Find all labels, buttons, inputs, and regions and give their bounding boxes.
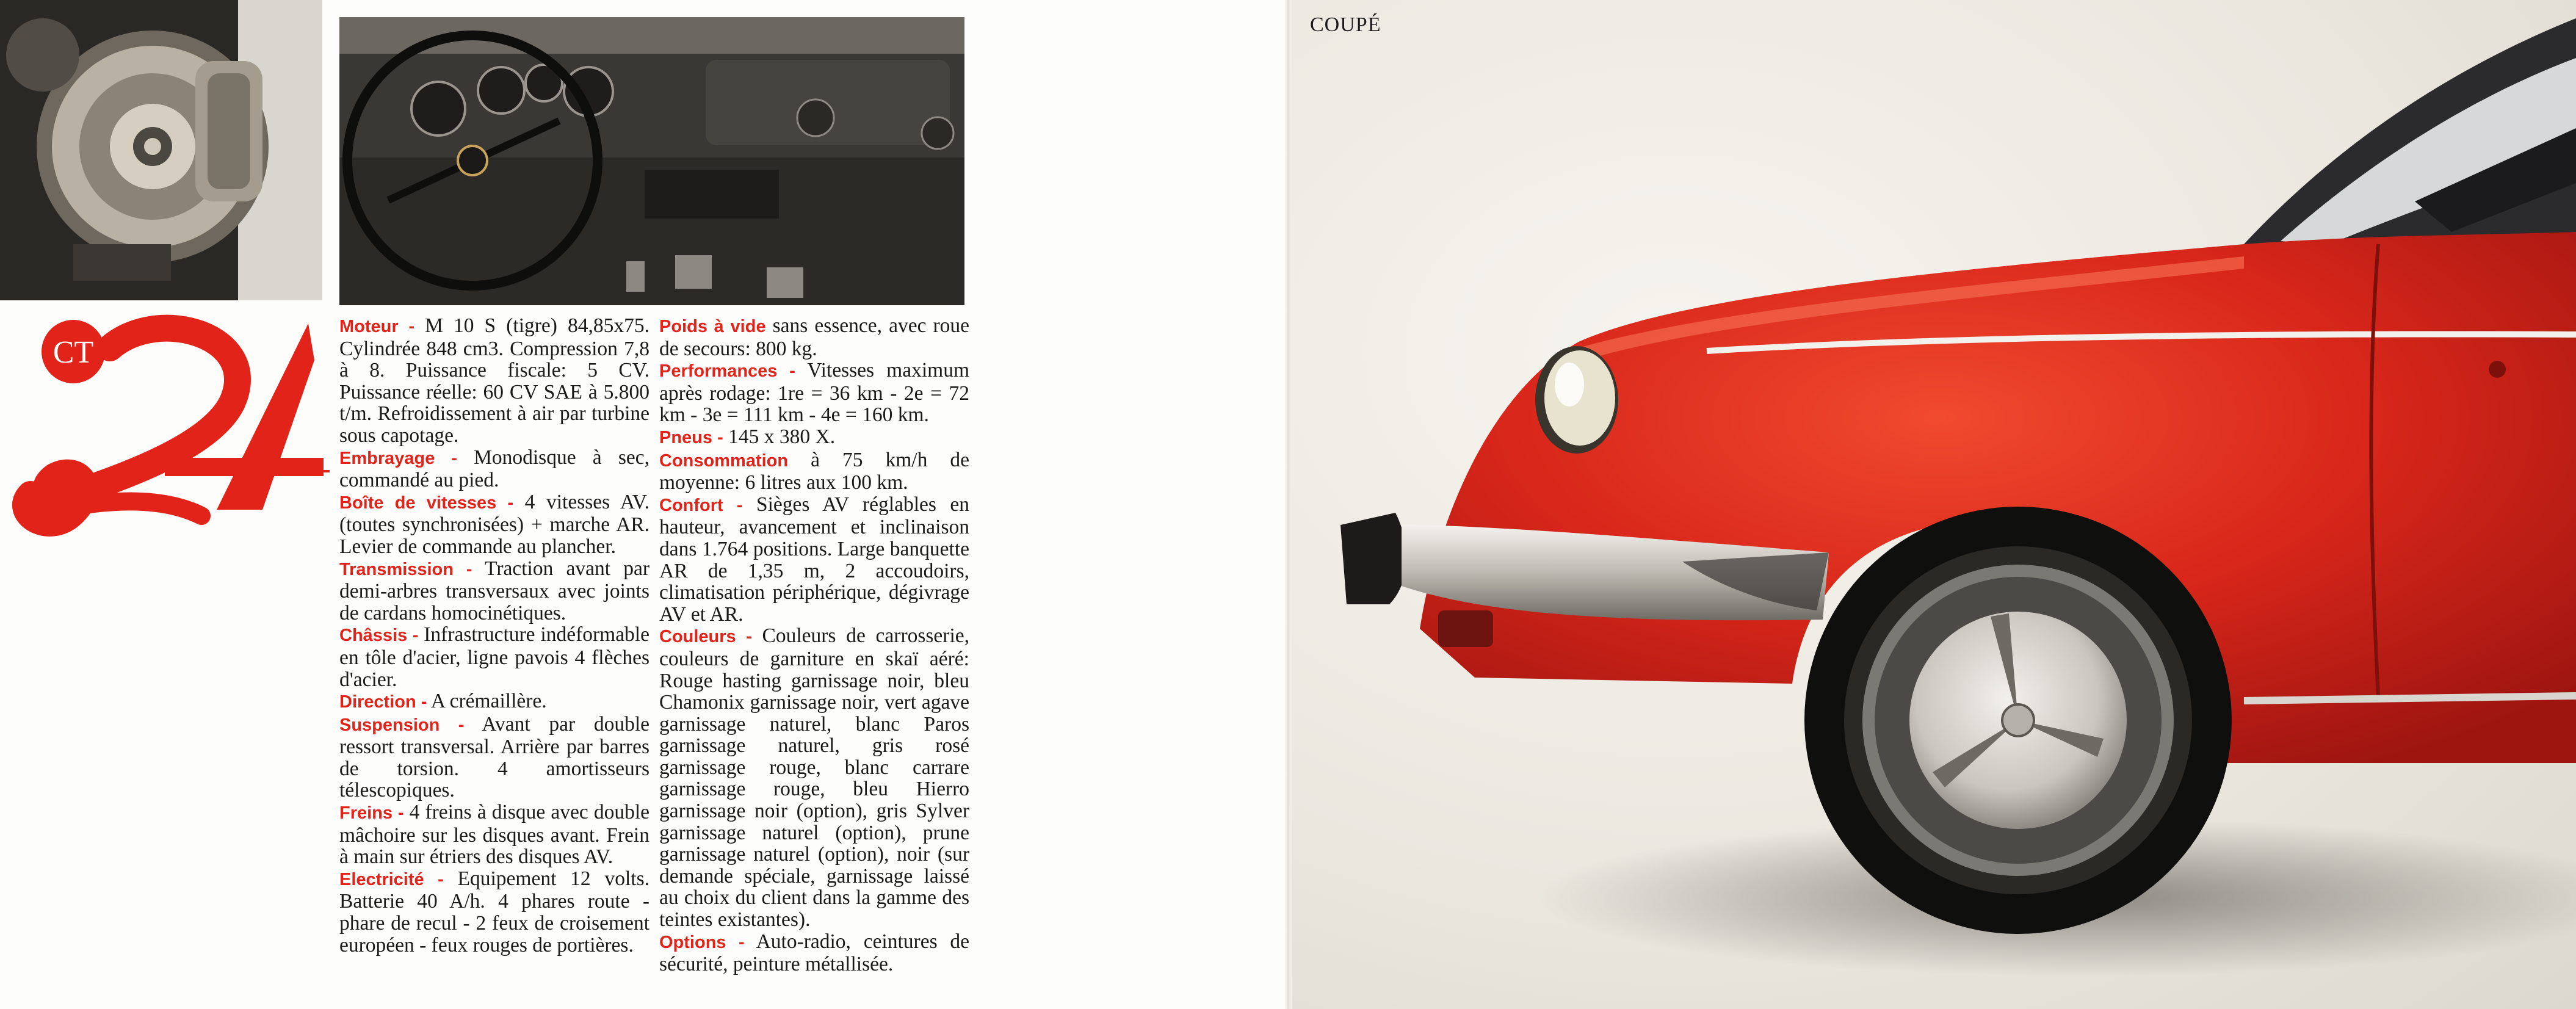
spec-couleurs: Couleurs - Couleurs de carrosserie, couleurs de garniture en skaï aéré: Rouge hasting garnissage noir, bleu Chamonix garnissage noir, vert agave garnissage naturel, blanc Paros garnissage naturel, gris rosé garnissage rouge, blanc carrare garnissage rouge, bleu Hierro garnissage noir (option), gris Sylver garnissage naturel (option), prune garnissage naturel (option), noir (sur demande spéciale, garnissage laissé au choix du client dans la gamme des teintes existantes).	[659, 624, 969, 931]
ct24-logo	[0, 311, 330, 555]
right-page	[1292, 0, 2576, 1009]
spec-poids: Poids à vide sans essence, avec roue de secours: 800 kg.	[659, 314, 970, 360]
spec-embrayage: Embrayage - Monodisque à sec, commandé au pied.	[339, 446, 649, 492]
spec-consommation: Consommation à 75 km/h de moyenne: 6 litres aux 100 km.	[659, 448, 969, 494]
spec-confort: Confort - Sièges AV réglables en hauteur, avancement et inclinaison dans 1.764 positions. Large banquette AR de 1,35 m, 2 accoudoirs, climatisation périphérique, dégivrage AV et AR.	[659, 493, 969, 626]
spec-moteur: Moteur - M 10 S (tigre) 84,85x75. Cylindrée 848 cm3. Compression 7,8 à 8. Puissance fiscale: 5 CV. Puissance réelle: 60 CV SAE à 5.800 t/m. Refroidissement à air par turbine sous capotage.	[339, 314, 649, 447]
spec-electricite: Electricité - Equipement 12 volts. Batterie 40 A/h. 4 phares route - phare de recul - 2 feux de croisement européen - feux rouges de portières.	[339, 867, 649, 957]
specs-column-2	[659, 315, 969, 975]
spec-pneus: Pneus - 145 x 380 X.	[659, 425, 836, 448]
red-coupe-front-photo	[1292, 0, 2576, 1009]
spec-direction: Direction - A crémaillère.	[339, 690, 547, 713]
disc-brake-photo	[0, 0, 322, 300]
page-gutter	[1284, 0, 1292, 1009]
spec-freins: Freins - 4 freins à disque avec double mâchoire sur les disques avant. Frein à main sur étriers des disques AV.	[339, 801, 650, 869]
coupe-label: COUPÉ	[1310, 13, 1381, 36]
spec-performances: Performances - Vitesses maximum après rodage: 1re = 36 km - 2e = 72 km - 3e = 111 km - 4e = 160 km.	[659, 359, 969, 427]
spec-boite-de-vitesses: Boîte de vitesses - 4 vitesses AV. (toutes synchronisées) + marche AR. Levier de commande au plancher.	[339, 490, 649, 558]
spec-options: Options - Auto-radio, ceintures de sécurité, peinture métallisée.	[659, 930, 969, 976]
spec-suspension: Suspension - Avant par double ressort transversal. Arrière par barres de torsion. 4 amortisseurs télescopiques.	[339, 712, 649, 802]
spec-chassis: Châssis - Infrastructure indéformable en tôle d'acier, ligne pavois 4 flèches d'acier.	[339, 623, 649, 691]
specs-column-1	[339, 315, 649, 956]
dashboard-photo	[339, 17, 964, 305]
spec-transmission: Transmission - Traction avant par demi-arbres transversaux avec joints de cardans homocinétiques.	[339, 557, 649, 624]
logo-prefix: CT	[52, 335, 94, 370]
